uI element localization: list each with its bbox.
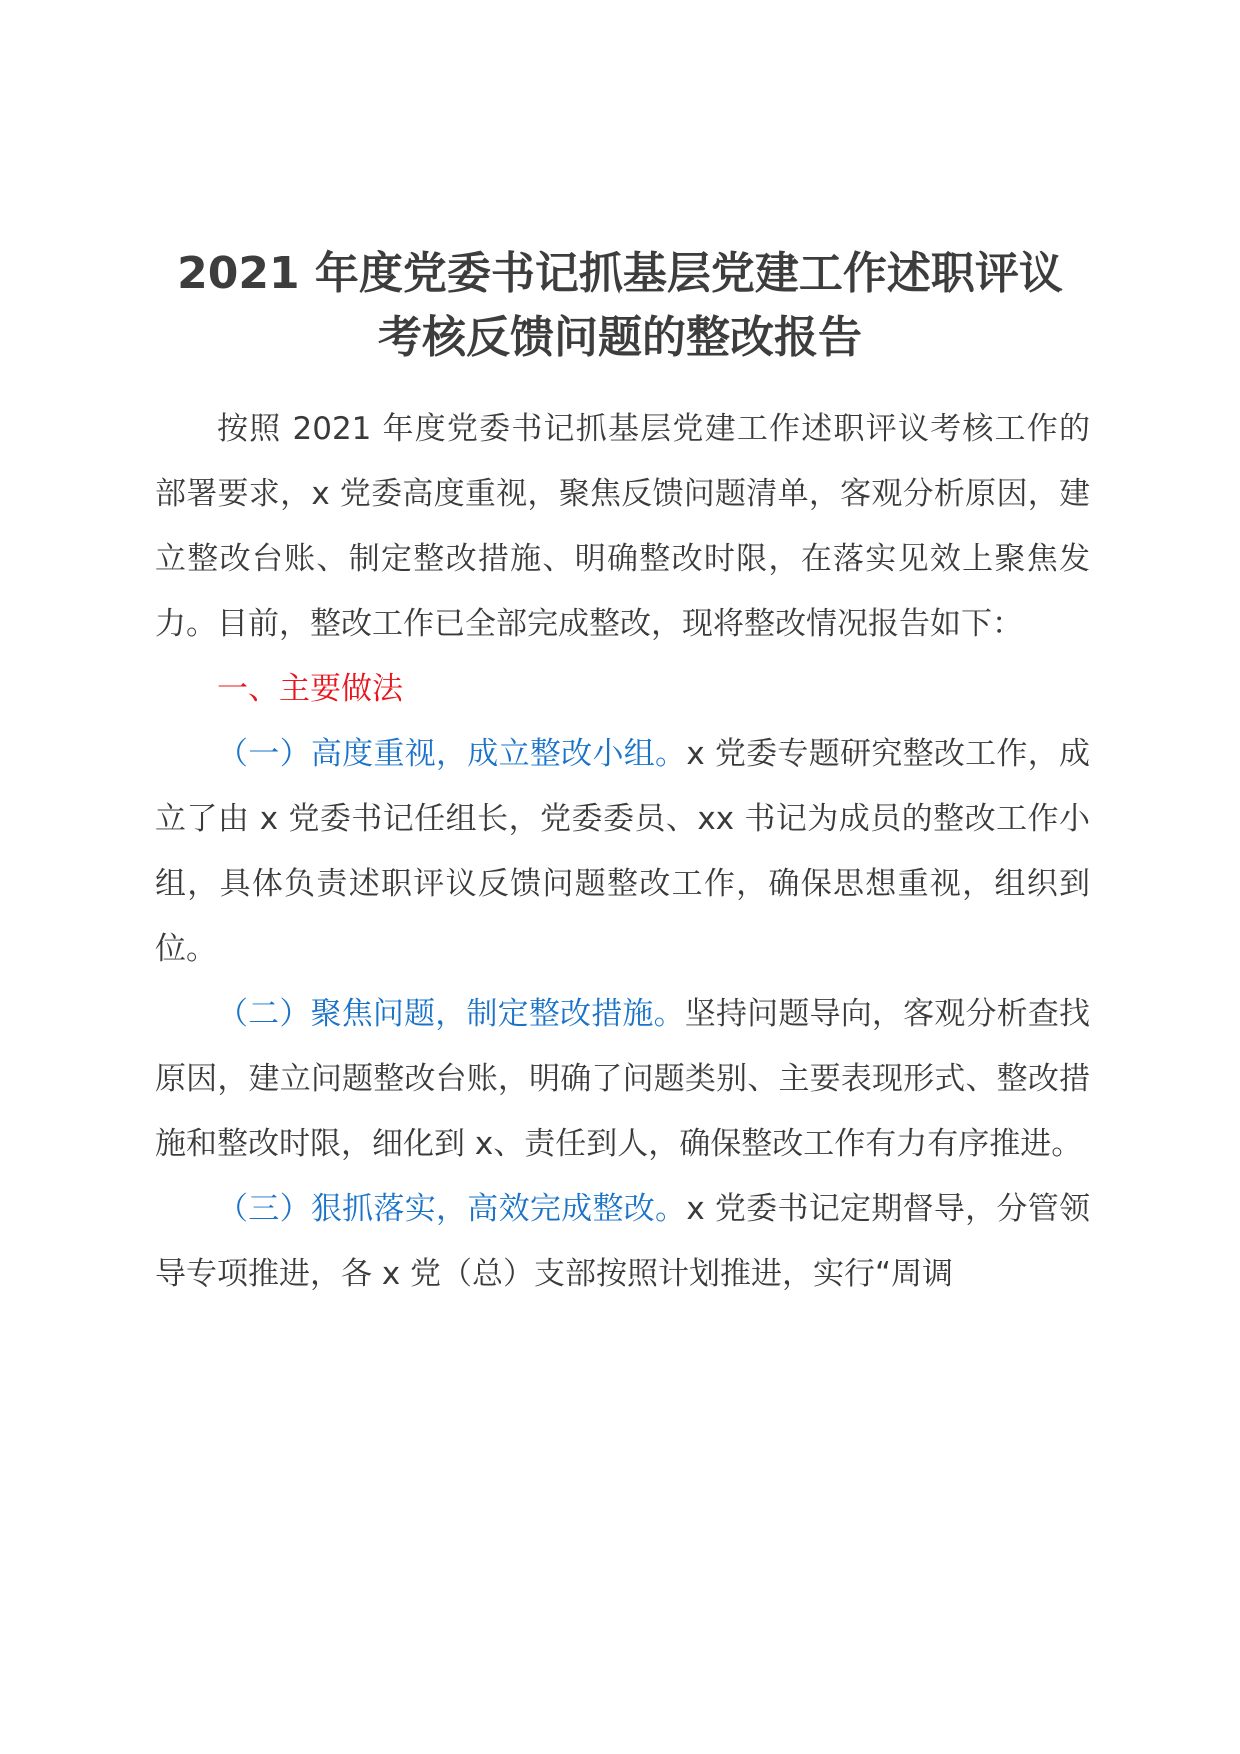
document-body bbox=[155, 397, 1090, 1307]
paragraph-item-2-text: 坚持问题导向，客观分析查找原因，建立问题整改台账，明确了问题类别、主要表现形式、整改措施和整改时限，细化到 x、责任到人，确保整改工作有力有序推进。 bbox=[155, 996, 1091, 1162]
section-heading bbox=[155, 657, 1090, 722]
document-title-line-1: 2021 年度党委书记抓基层党建工作述职评议 bbox=[177, 248, 1063, 299]
document-title-line-2: 考核反馈问题的整改报告 bbox=[378, 312, 862, 363]
intro-paragraph: 按照 2021 年度党委书记抓基层党建工作述职评议考核工作的部署要求，x 党委高度重视，聚焦反馈问题清单，客观分析原因，建立整改台账、制定整改措施、明确整改时限，在落实见效上聚焦发力。目前，整改工作已全部完成整改，现将整改情况报告如下： bbox=[155, 411, 1090, 642]
paragraph-item-1-text: x 党委专题研究整改工作，成立了由 x 党委书记任组长，党委委员、xx 书记为成员的整改工作小组，具体负责述职评议反馈问题整改工作，确保思想重视，组织到位。 bbox=[155, 736, 1091, 967]
paragraph-item-3-text: x 党委书记定期督导，分管领导专项推进，各 x 党（总）支部按照计划推进，实行“周调 bbox=[155, 1191, 1091, 1292]
paragraph-item-1 bbox=[155, 722, 1090, 982]
paragraph-item-3-lead: （三）狠抓落实，高效完成整改。 bbox=[217, 1191, 687, 1227]
paragraph-item-3 bbox=[155, 1177, 1090, 1307]
section-heading-text: 一、主要做法 bbox=[217, 671, 403, 707]
paragraph-item-2-lead: （二）聚焦问题，制定整改措施。 bbox=[217, 996, 685, 1032]
paragraph-item-2 bbox=[155, 982, 1090, 1177]
paragraph-item-1-lead: （一）高度重视，成立整改小组。 bbox=[217, 736, 687, 772]
